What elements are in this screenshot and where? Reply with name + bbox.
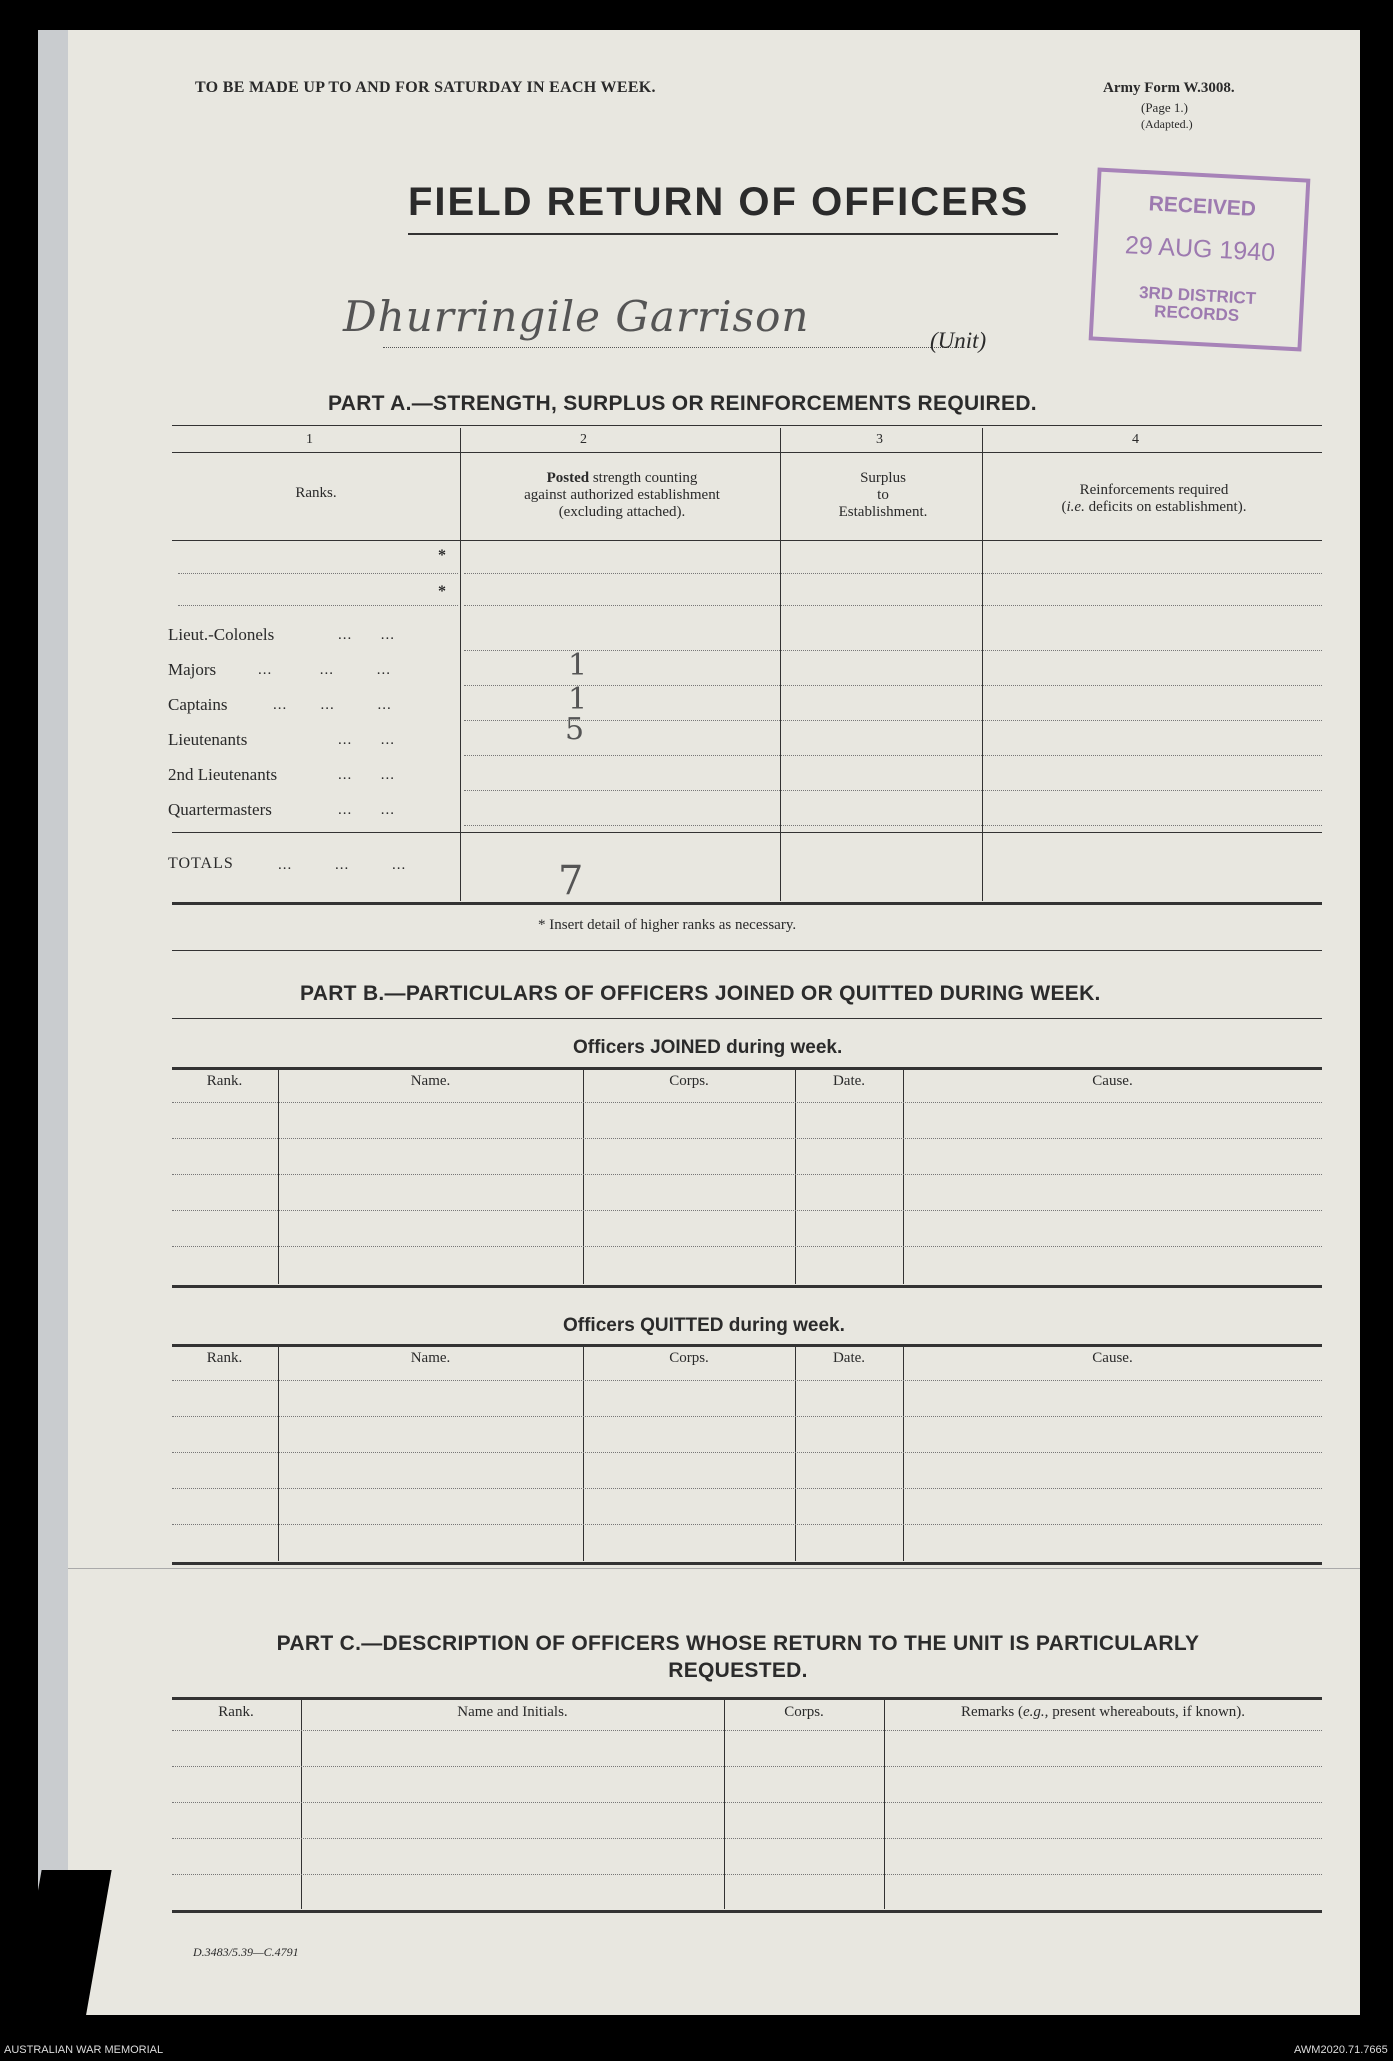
joined-col-date: Date.: [832, 1073, 866, 1089]
totals-label: TOTALS: [168, 855, 234, 872]
joined-col-cause: Cause.: [1092, 1073, 1133, 1089]
unit-label: (Unit): [930, 328, 987, 353]
part-c-row-line: [172, 1838, 1322, 1839]
part-c-col-corps: Corps.: [784, 1704, 824, 1720]
joined-row-line: [172, 1138, 1322, 1139]
quitted-row-line: [172, 1488, 1322, 1489]
rank-dots: ... ... ...: [278, 857, 407, 873]
totals-top-rule: [172, 832, 1322, 833]
footer-left: AUSTRALIAN WAR MEMORIAL: [4, 2044, 164, 2056]
part-c-top-rule: [172, 1697, 1322, 1700]
quitted-row-line: [172, 1452, 1322, 1453]
star-row-2-line: [178, 605, 458, 606]
posted-captains: 1: [568, 682, 588, 717]
part-c-col-rank: Rank.: [218, 1704, 254, 1720]
part-a-divider-2: [780, 428, 781, 901]
quitted-divider: [583, 1346, 584, 1561]
quitted-col-rank: Rank.: [206, 1350, 243, 1366]
quitted-col-name: Name.: [410, 1350, 451, 1366]
value-row-line: [464, 650, 1322, 651]
quitted-col-cause: Cause.: [1092, 1350, 1133, 1366]
rank-lieut-colonels: Lieut.-Colonels: [168, 625, 275, 644]
print-code: D.3483/5.39—C.4791: [193, 1945, 299, 1959]
part-c-heading: PART C.—DESCRIPTION OF OFFICERS WHOSE RETURN TO THE UNIT IS PARTICULARLY REQUESTED.: [276, 1632, 1200, 1682]
quitted-divider: [903, 1346, 904, 1561]
joined-title: Officers JOINED during week.: [573, 1037, 843, 1058]
part-b-heading: PART B.—PARTICULARS OF OFFICERS JOINED OR QUITTED DURING WEEK.: [300, 982, 1101, 1005]
part-a-footnote: * Insert detail of higher ranks as necessary.: [538, 917, 797, 933]
part-c-bottom-rule: [172, 1910, 1322, 1913]
rank-dots: ... ... ...: [273, 697, 392, 713]
part-a-heading: PART A.—STRENGTH, SURPLUS OR REINFORCEMENTS REQUIRED.: [328, 392, 1037, 415]
quitted-divider: [278, 1346, 279, 1561]
quitted-row-line: [172, 1380, 1322, 1381]
quitted-title: Officers QUITTED during week.: [563, 1315, 845, 1336]
unit-name-handwritten: Dhurringile Garrison: [343, 292, 810, 341]
adapted-note: (Adapted.): [1141, 117, 1193, 131]
joined-row-line: [172, 1246, 1322, 1247]
form-sheet: [38, 30, 1360, 2015]
quitted-divider: [795, 1346, 796, 1561]
part-c-row-line: [172, 1874, 1322, 1875]
value-row-line: [464, 573, 1322, 574]
torn-corner: [38, 1870, 112, 2015]
part-c-col-name: Name and Initials.: [457, 1704, 568, 1720]
quitted-row-line: [172, 1416, 1322, 1417]
quitted-top-rule: [172, 1344, 1322, 1347]
weekly-instruction: TO BE MADE UP TO AND FOR SATURDAY IN EACH WEEK.: [195, 79, 656, 96]
joined-bottom-rule: [172, 1285, 1322, 1288]
joined-row-line: [172, 1210, 1322, 1211]
rank-dots: ... ...: [338, 802, 395, 818]
rank-dots: ... ... ...: [258, 662, 391, 678]
col-head-posted-strength: Posted strength counting against authorized establishment (excluding attached).: [524, 470, 720, 520]
rank-dots: ... ...: [338, 767, 395, 783]
col-number-2: 2: [580, 432, 587, 447]
part-c-row-line: [172, 1802, 1322, 1803]
footnote-rule: [172, 950, 1322, 951]
quitted-col-corps: Corps.: [669, 1350, 709, 1366]
rank-2nd-lieutenants: 2nd Lieutenants: [168, 765, 278, 784]
posted-lieutenants: 5: [565, 712, 585, 747]
received-stamp: [1089, 168, 1311, 352]
title-underline: [408, 233, 1058, 235]
col-number-4: 4: [1132, 432, 1139, 447]
star-row-1-marker: *: [438, 547, 446, 564]
totals-value: 7: [558, 858, 584, 904]
stamp-date: 29 AUG 1940: [1124, 231, 1276, 267]
rank-captains: Captains: [168, 695, 228, 714]
paper-edge: [38, 30, 68, 2015]
joined-col-name: Name.: [410, 1073, 451, 1089]
star-row-2-marker: *: [438, 583, 446, 600]
value-row-line: [464, 790, 1322, 791]
rank-dots: ... ...: [338, 732, 395, 748]
quitted-col-date: Date.: [832, 1350, 866, 1366]
page-number: (Page 1.): [1141, 100, 1188, 115]
footer-right: AWM2020.71.7665: [1294, 2044, 1388, 2056]
part-a-divider-1: [460, 428, 461, 901]
rank-quartermasters: Quartermasters: [168, 800, 272, 819]
star-row-1-line: [178, 573, 458, 574]
posted-majors: 1: [568, 648, 588, 683]
quitted-row-line: [172, 1524, 1322, 1525]
fold-line: [68, 1568, 1360, 1569]
form-number: Army Form W.3008.: [1103, 80, 1235, 96]
part-a-bottom-rule: [172, 902, 1322, 905]
col-number-1: 1: [306, 432, 313, 447]
col-head-surplus: Surplus to Establishment.: [838, 470, 928, 520]
quitted-bottom-rule: [172, 1562, 1322, 1565]
unit-dotted-line: [383, 347, 963, 348]
form-title: FIELD RETURN OF OFFICERS: [408, 180, 1030, 224]
rank-majors: Majors: [168, 660, 217, 679]
value-row-line: [464, 605, 1322, 606]
value-row-line: [464, 685, 1322, 686]
joined-row-line: [172, 1102, 1322, 1103]
joined-row-line: [172, 1174, 1322, 1175]
part-c-row-line: [172, 1766, 1322, 1767]
col-head-bottom-rule: [172, 540, 1322, 541]
stamp-received: RECEIVED: [1148, 192, 1257, 221]
value-row-line: [464, 755, 1322, 756]
joined-top-rule: [172, 1067, 1322, 1070]
col-head-ranks: Ranks.: [295, 485, 337, 501]
col-number-3: 3: [876, 432, 883, 447]
value-row-line: [464, 720, 1322, 721]
col-number-rule: [172, 452, 1322, 453]
value-row-line: [464, 825, 1322, 826]
stamp-office: 3RD DISTRICT RECORDS: [1138, 282, 1257, 326]
part-c-col-remarks: Remarks (e.g., present whereabouts, if known).: [960, 1704, 1246, 1720]
col-head-reinforcements: Reinforcements required (i.e. deficits on establishment).: [1061, 482, 1247, 515]
part-a-divider-3: [982, 428, 983, 901]
part-b-rule: [172, 1018, 1322, 1019]
part-a-top-rule: [172, 425, 1322, 426]
joined-col-corps: Corps.: [669, 1073, 709, 1089]
joined-col-rank: Rank.: [206, 1073, 243, 1089]
rank-lieutenants: Lieutenants: [168, 730, 248, 749]
rank-dots: ... ...: [338, 627, 395, 643]
part-c-row-line: [172, 1730, 1322, 1731]
